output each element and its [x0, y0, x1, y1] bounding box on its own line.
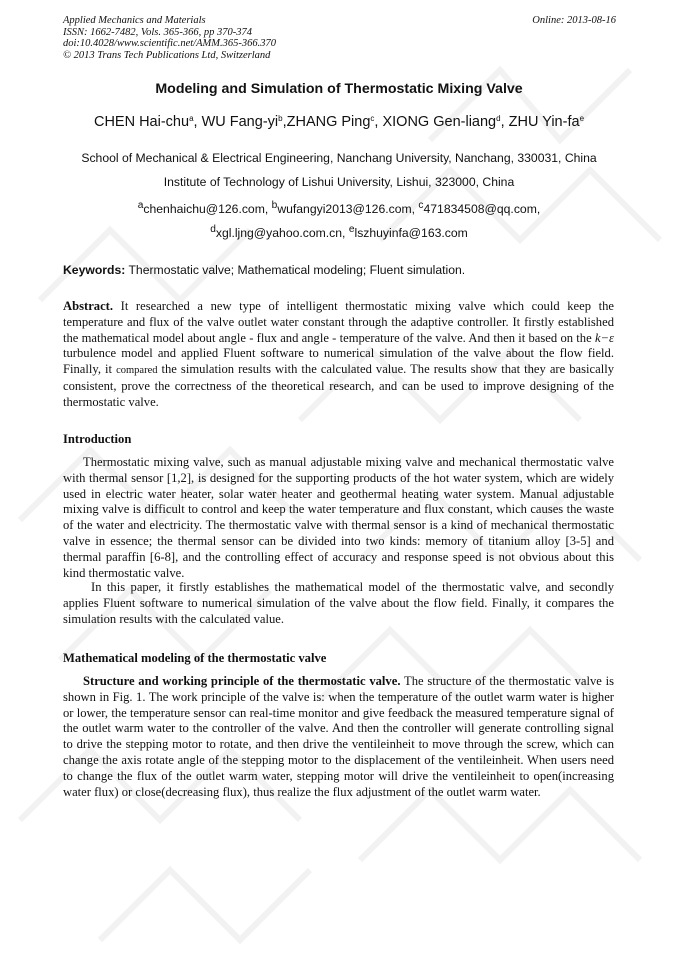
- author-name: ZHANG Ping: [286, 114, 371, 130]
- affiliation-2: Institute of Technology of Lishui University, Lishui, 323000, China: [163, 175, 515, 189]
- journal-issn: ISSN: 1662-7482, Vols. 365-366, pp 370-374: [63, 26, 252, 38]
- author-affil-mark: b: [278, 114, 283, 123]
- email-line-1: [0, 200, 678, 216]
- email-a[interactable]: chenhaichu@126.com,: [143, 202, 269, 217]
- modeling-paragraph-1: [63, 674, 614, 800]
- author-list: [0, 114, 678, 130]
- email-affil-mark: e: [348, 224, 355, 235]
- journal-header: [63, 15, 276, 61]
- author-affil-mark: d: [496, 114, 501, 123]
- email-affil-mark: d: [210, 224, 216, 235]
- journal-name: Applied Mechanics and Materials: [63, 15, 206, 26]
- turbulence-model-symbol: k−ε: [594, 330, 615, 345]
- author-name: XIONG Gen-liang: [382, 114, 497, 130]
- keywords: [63, 263, 465, 277]
- author-separator: ,: [193, 114, 202, 130]
- author-separator: ,: [282, 114, 287, 130]
- email-affil-mark: c: [418, 200, 424, 211]
- section-heading-introduction: Introduction: [63, 432, 132, 446]
- abstract-text-2: turbulence model and applied Fluent software to numerical simulation of the valve about the flow field. Finally, it: [63, 346, 614, 377]
- affiliation-1: School of Mechanical & Electrical Engineering, Nanchang University, Nanchang, 330031, China: [81, 151, 597, 165]
- email-affil-mark: a: [137, 200, 144, 211]
- introduction-paragraph-2: In this paper, it firstly establishes the mathematical model of the thermostatic valve, and secondly applies Fluent software to numerical simulation of the valve about the flow field. Finally, it compares the simulation results with the calculated value.: [63, 580, 614, 626]
- keywords-label: Keywords:: [63, 263, 126, 277]
- author-affil-mark: a: [189, 114, 194, 123]
- email-c[interactable]: 471834508@qq.com,: [423, 202, 541, 217]
- abstract-text-3: the simulation results with the calculated value. The results show that they are basically consistent, prove the correctness of the theoretical research, and can be used to improve designing of the thermostatic valve.: [63, 362, 614, 409]
- email-e[interactable]: lszhuyinfa@163.com: [354, 226, 468, 241]
- subsection-heading-structure: Structure and working principle of the thermostatic valve.: [83, 674, 401, 688]
- online-date: Online: 2013-08-16: [532, 15, 616, 26]
- email-line-2: [0, 224, 678, 240]
- journal-copyright: © 2013 Trans Tech Publications Ltd, Switzerland: [63, 49, 271, 61]
- abstract-label: Abstract.: [63, 299, 114, 313]
- author-name: ZHU Yin-fa: [508, 114, 580, 130]
- email-b[interactable]: wufangyi2013@126.com,: [277, 202, 416, 217]
- author-affil-mark: c: [370, 114, 375, 123]
- abstract-compared-word: compared: [116, 365, 158, 377]
- section-heading-modeling: Mathematical modeling of the thermostatic valve: [63, 651, 327, 665]
- author-separator: ,: [500, 114, 509, 130]
- author-separator: ,: [374, 114, 383, 130]
- paper-title: Modeling and Simulation of Thermostatic Mixing Valve: [155, 81, 523, 97]
- author-affil-mark: e: [579, 114, 585, 123]
- author-name: CHEN Hai-chu: [93, 114, 190, 130]
- modeling-paragraph-text: The structure of the thermostatic valve is shown in Fig. 1. The work principle of the valve is: when the temperature of the outlet warm water is higher or lower, the temperature sensor can real-time monitor and give feedback the measured temperature signal of the outlet warm water to the controller of the valve. And then the controller will generate controlling signal to drive the stepping motor to rotate, and then drive the ventileinheit to move through the screw, which can change the axis rotate angle of the stepping motor to the displacement of the ventileinheit. When users need to change the flux of the outlet warm water, stepping motor will drive the ventileinheit to open(increasing water flux) or close(decreasing flux), thus realize the flux adjustment of the outlet warm water.: [63, 674, 615, 799]
- abstract-text-1: It researched a new type of intelligent thermostatic mixing valve which could keep the temperature and flux of the valve outlet water constant through the adaptive controller. It firstly established the mathematical model about angle - flux and angle - temperature of the valve. And then it based on the: [63, 299, 614, 345]
- journal-doi[interactable]: doi:10.4028/www.scientific.net/AMM.365-366.370: [63, 38, 276, 50]
- author-name: WU Fang-yi: [201, 114, 279, 130]
- abstract: [63, 299, 614, 411]
- introduction-paragraph-1: Thermostatic mixing valve, such as manual adjustable mixing valve and mechanical thermostatic valve with thermal sensor [1,2], is designed for the supporting products of the hot water system, which are widely used in electric water heater, solar water heater and geothermal heating water system. Manual adjustable mixing valve is difficult to control and keep the water temperature and flux constant, which causes the waste of the water and electricity. The thermostatic valve with thermal sensor is a kind of mechanical thermostatic valve in essence; the thermal sensor can be divided into two kinds: memory of titanium alloy [3-5] and thermal paraffin [6-8], and the controlling effect of accuracy and response speed is not obvious about this kind thermostatic valve.: [63, 455, 614, 580]
- keywords-text: Thermostatic valve; Mathematical modeling; Fluent simulation.: [128, 263, 466, 277]
- email-d[interactable]: xgl.ljng@yahoo.com.cn,: [215, 226, 346, 241]
- email-affil-mark: b: [271, 200, 278, 211]
